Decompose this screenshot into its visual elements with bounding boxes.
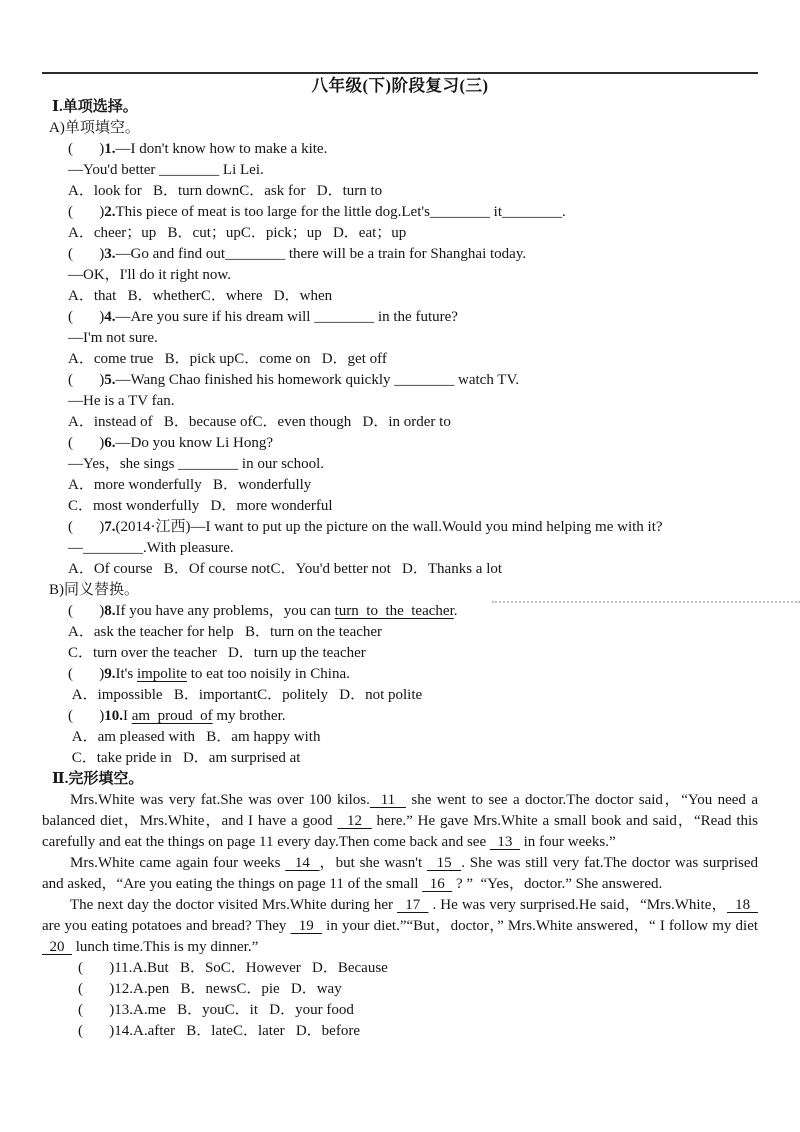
cloze-para1-line3 xyxy=(42,832,758,853)
text-segment: A．come true B．pick upC．come on D．get off xyxy=(68,351,387,367)
cloze-para3-line3 xyxy=(42,937,758,958)
question-12 xyxy=(78,979,758,1000)
text-segment: This piece of meat is too large for the little dog.Let's________ it________. xyxy=(115,204,566,220)
question-8-options-cd xyxy=(68,643,758,664)
underlined-text: 11 xyxy=(369,792,406,808)
text-segment: to eat too noisily in China. xyxy=(186,666,350,682)
underlined-text: 18 xyxy=(727,897,759,913)
text-segment: ( ) xyxy=(68,309,105,325)
text-segment: ( )13.A.me B．youC．it D．your food xyxy=(78,1002,354,1018)
text-segment: A)单项填空。 xyxy=(49,120,140,136)
text-segment: A．that B．whetherC．where D．when xyxy=(68,288,333,304)
cloze-para2-line2 xyxy=(42,874,758,895)
underlined-text: impolite xyxy=(136,666,187,682)
document-lines xyxy=(42,97,758,1042)
text-segment: —I don't know how to make a kite. xyxy=(115,141,328,157)
text-segment: ( ) xyxy=(68,666,105,682)
cloze-para3-line2 xyxy=(42,916,758,937)
question-14 xyxy=(78,1021,758,1042)
underlined-text: 12 xyxy=(337,813,372,829)
underlined-text: 17 xyxy=(397,897,429,913)
question-13 xyxy=(78,1000,758,1021)
subsection-a-heading xyxy=(49,118,758,139)
question-2 xyxy=(68,202,758,223)
text-segment: 6. xyxy=(104,435,116,451)
underlined-text: 19 xyxy=(290,918,323,934)
text-segment: I xyxy=(123,708,132,724)
text-segment: carefully and eat the things on page 11 every day.Then come back and see xyxy=(42,834,490,850)
text-segment: —I'm not sure. xyxy=(68,330,158,346)
text-segment: It's xyxy=(115,666,137,682)
text-segment: my brother. xyxy=(212,708,286,724)
underlined-text: am proud of xyxy=(131,708,213,724)
question-1-options xyxy=(68,181,758,202)
text-segment: B)同义替换。 xyxy=(49,582,140,598)
text-segment: A．cheer；up B．cut；upC．pick；up D．eat；up xyxy=(68,225,407,241)
text-segment: ( ) xyxy=(68,708,105,724)
text-segment: A．instead of B．because ofC．even though D．in order to xyxy=(68,414,451,430)
text-segment: ，but she wasn't xyxy=(319,855,427,871)
text-segment: 4. xyxy=(104,309,116,325)
text-segment: If you have any problems，you can xyxy=(115,603,335,619)
text-segment: are you eating potatoes and bread? They xyxy=(42,918,291,934)
text-segment: she went to see a doctor.The doctor said，“You need a xyxy=(405,792,758,808)
text-segment: ( )14.A.after B．lateC．later D．before xyxy=(78,1023,360,1039)
cloze-para3-line1 xyxy=(42,895,758,916)
underlined-text: turn to the teacher xyxy=(334,603,454,619)
underlined-text: 15 xyxy=(426,855,462,871)
question-4-options xyxy=(68,349,758,370)
text-segment: Mrs.White was very fat.She was over 100 kilos. xyxy=(70,792,370,808)
text-segment: ( )11.A.But B．SoC．However D．Because xyxy=(78,960,388,976)
text-segment: A．ask the teacher for help B．turn on the teacher xyxy=(68,624,383,640)
question-11 xyxy=(78,958,758,979)
text-segment: The next day the doctor visited Mrs.White during her xyxy=(70,897,398,913)
question-8 xyxy=(68,601,758,622)
text-segment: balanced diet，Mrs.White，and I have a good xyxy=(42,813,338,829)
text-segment: 5. xyxy=(104,372,116,388)
question-10-options-cd xyxy=(68,748,758,769)
text-segment: C．turn over the teacher D．turn up the teacher xyxy=(68,645,366,661)
cloze-para2-line1 xyxy=(42,853,758,874)
text-segment: 9. xyxy=(104,666,116,682)
question-6-reply xyxy=(68,454,758,475)
text-segment: and asked，“Are you eating the things on page 11 of the small xyxy=(42,876,423,892)
text-segment: —________.With pleasure. xyxy=(68,540,234,556)
text-segment: lunch time.This is my dinner.” xyxy=(72,939,259,955)
text-segment: —You'd better ________ Li Lei. xyxy=(68,162,264,178)
text-segment: —He is a TV fan. xyxy=(68,393,175,409)
question-6-options-cd xyxy=(68,496,758,517)
text-segment: ( ) xyxy=(68,435,105,451)
text-segment: ( ) xyxy=(68,141,105,157)
text-segment: 7. xyxy=(104,519,116,535)
text-segment: . She was still very fat.The doctor was surprised xyxy=(461,855,759,871)
text-segment: —Do you know Li Hong? xyxy=(115,435,273,451)
question-6-options-ab xyxy=(68,475,758,496)
question-6 xyxy=(68,433,758,454)
question-3-reply xyxy=(68,265,758,286)
text-segment: here.” He gave Mrs.White a small book and said，“Read this xyxy=(371,813,758,829)
text-segment: C．most wonderfully D．more wonderful xyxy=(68,498,333,514)
question-5-reply xyxy=(68,391,758,412)
dotted-line-artifact xyxy=(492,601,800,603)
text-segment: 8. xyxy=(104,603,116,619)
text-segment: —Are you sure if his dream will ________ in the future? xyxy=(115,309,458,325)
question-10-options-ab xyxy=(68,727,758,748)
text-segment: ( ) xyxy=(68,372,105,388)
text-segment: Ⅱ.完形填空。 xyxy=(52,771,144,787)
question-10 xyxy=(68,706,758,727)
question-1 xyxy=(68,139,758,160)
underlined-text: 14 xyxy=(285,855,320,871)
text-segment: A．look for B．turn downC．ask for D．turn to xyxy=(68,183,383,199)
text-segment: 1. xyxy=(104,141,116,157)
question-9 xyxy=(68,664,758,685)
text-segment: ( ) xyxy=(68,519,105,535)
text-segment: ? ” “Yes，doctor.” She answered. xyxy=(452,876,663,892)
text-segment: ( ) xyxy=(68,603,105,619)
cloze-para1-line1 xyxy=(42,790,758,811)
question-5-options xyxy=(68,412,758,433)
text-segment: in four weeks.” xyxy=(519,834,616,850)
text-segment: 2. xyxy=(104,204,116,220)
question-3 xyxy=(68,244,758,265)
section-2-heading xyxy=(52,769,758,790)
text-segment: 10. xyxy=(104,708,123,724)
text-segment: 3. xyxy=(104,246,116,262)
text-segment: A．more wonderfully B．wonderfully xyxy=(68,477,312,493)
text-segment: —Go and find out________ there will be a train for Shanghai today. xyxy=(115,246,527,262)
text-segment: . He was very surprised.He said，“Mrs.White， xyxy=(428,897,728,913)
question-4 xyxy=(68,307,758,328)
question-1-reply xyxy=(68,160,758,181)
text-segment: Mrs.White came again four weeks xyxy=(70,855,286,871)
text-segment: . xyxy=(453,603,458,619)
section-1-heading xyxy=(52,97,758,118)
text-segment: A．impossible B．importantC．politely D．not polite xyxy=(68,687,423,703)
text-segment: —OK，I'll do it right now. xyxy=(68,267,231,283)
question-7-reply xyxy=(68,538,758,559)
underlined-text: 20 xyxy=(42,939,72,955)
text-segment: C．take pride in D．am surprised at xyxy=(68,750,301,766)
question-3-options xyxy=(68,286,758,307)
underlined-text: 16 xyxy=(422,876,453,892)
subsection-b-heading xyxy=(49,580,758,601)
question-7-options xyxy=(68,559,758,580)
text-segment: —Yes，she sings ________ in our school. xyxy=(68,456,324,472)
text-segment: A．am pleased with B．am happy with xyxy=(68,729,321,745)
question-4-reply xyxy=(68,328,758,349)
text-segment: (2014·江西)—I want to put up the picture on the wall.Would you mind helping me with it? xyxy=(115,519,663,535)
question-2-options xyxy=(68,223,758,244)
question-7 xyxy=(68,517,758,538)
question-8-options-ab xyxy=(68,622,758,643)
cloze-para1-line2 xyxy=(42,811,758,832)
question-9-options xyxy=(68,685,758,706)
text-segment: Ⅰ.单项选择。 xyxy=(52,99,138,115)
text-segment: ( ) xyxy=(68,204,105,220)
underlined-text: 13 xyxy=(489,834,520,850)
text-segment: —Wang Chao finished his homework quickly ________ watch TV. xyxy=(115,372,520,388)
text-segment: ( ) xyxy=(68,246,105,262)
text-segment: in your diet.”“But，doctor，” Mrs.White answered，“ I follow my diet xyxy=(322,918,759,934)
page-title: 八年级(下)阶段复习(三) xyxy=(311,76,489,95)
question-5 xyxy=(68,370,758,391)
text-segment: A．Of course B．Of course notC．You'd better not D．Thanks a lot xyxy=(68,561,503,577)
text-segment: ( )12.A.pen B．newsC．pie D．way xyxy=(78,981,342,997)
